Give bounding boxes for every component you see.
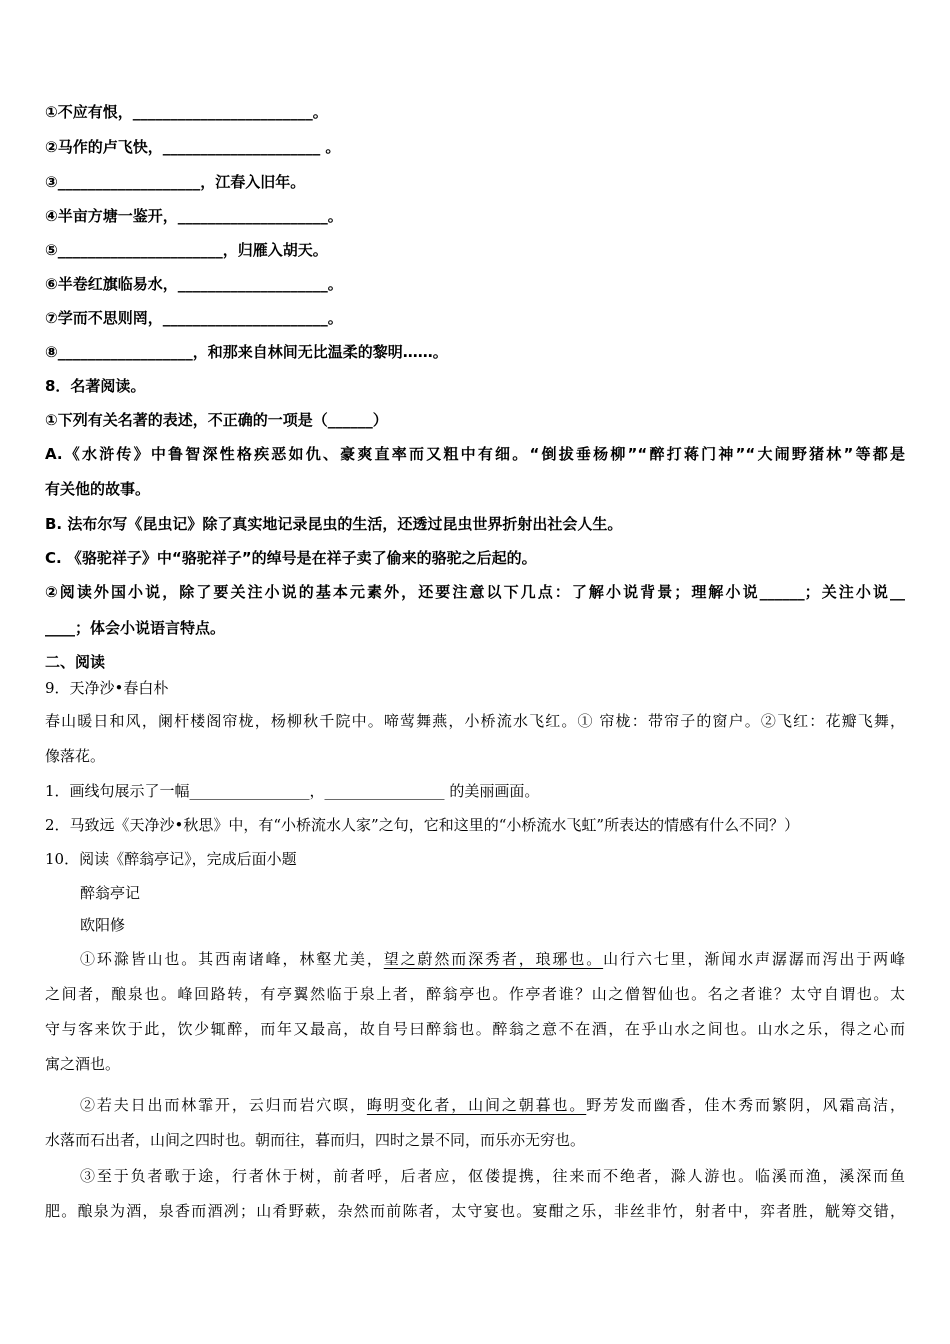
fill-line-6: ⑥半卷红旗临易水，____________________。: [45, 275, 343, 293]
q8-sub2-line1: ②阅读外国小说，除了要关注小说的基本元素外，还要注意以下几点：了解小说背景；理解小说______；关注小说__: [45, 583, 905, 601]
essay-p3-line1: ③至于负者歌于途，行者休于树，前者呼，后者应，伛偻提携，往来而不绝者，滁人游也。临溪而渔，溪深而鱼: [80, 1167, 905, 1185]
p1-text-b: 山行六七里，渐闻水声潺潺而泻出于两峰: [603, 950, 905, 968]
essay-p2-line2: 水落而石出者，山间之四时也。朝而往，暮而归，四时之景不同，而乐亦无穷也。: [45, 1131, 586, 1149]
essay-p1-line1: [80, 949, 905, 969]
fill-line-2: ②马作的卢飞快，_____________________ 。: [45, 138, 341, 156]
q8-option-c: C. 《骆驼祥子》中“骆驼祥子”的绰号是在祥子卖了偷来的骆驼之后起的。: [45, 549, 537, 567]
fill-line-8: ⑧__________________，和那来自林间无比温柔的黎明……。: [45, 343, 448, 361]
q8-option-b: B. 法布尔写《昆虫记》除了真实地记录昆虫的生活，还透过昆虫世界折射出社会人生。: [45, 515, 623, 533]
essay-p1-line4: 寓之酒也。: [45, 1055, 121, 1073]
q9-question-1: 1．画线句展示了一幅________________，________________ 的美丽画面。: [45, 782, 540, 800]
essay-author: 欧阳修: [80, 916, 126, 934]
q8-sub1: ①下列有关名著的表述，不正确的一项是（______）: [45, 411, 388, 429]
p2-text-a: ②若夫日出而林霏开，云归而岩穴暝，: [80, 1096, 367, 1114]
q8-option-a-line1: A.《水浒传》中鲁智深性格疾恶如仇、豪爽直率而又粗中有细。“倒拔垂杨柳”“醉打蒋门神”“大闹野猪林”等都是: [45, 445, 905, 463]
essay-p3-line2: 肥。酿泉为酒，泉香而酒冽；山肴野蔌，杂然而前陈者，太守宴也。宴酣之乐，非丝非竹，射者中，弈者胜，觥筹交错，: [45, 1202, 905, 1220]
p1-underlined: 望之蔚然而深秀者，琅琊也。: [383, 950, 604, 968]
p2-text-b: 野芳发而幽香，佳木秀而繁阴，风霜高洁，: [586, 1096, 905, 1114]
q9-poem-line2: 像落花。: [45, 747, 106, 765]
q9-title: 9．天净沙•春白朴: [45, 679, 169, 697]
fill-line-7: ⑦学而不思则罔，______________________。: [45, 309, 343, 327]
q8-title: 8．名著阅读。: [45, 377, 146, 395]
q9-question-2: 2．马致远《天净沙•秋思》中，有“小桥流水人家”之句，它和这里的“小桥流水飞虹”所表达的情感有什么不同？）: [45, 816, 800, 834]
q9-poem-line1: 春山暖日和风，阑杆楼阁帘栊，杨柳秋千院中。啼莺舞燕，小桥流水飞红。① 帘栊：带帘子的窗户。②飞红：花瓣飞舞，: [45, 712, 905, 730]
essay-p2-line1: [80, 1095, 905, 1115]
essay-p1-line3: 守与客来饮于此，饮少辄醉，而年又最高，故自号曰醉翁也。醉翁之意不在酒，在乎山水之间也。山水之乐，得之心而: [45, 1020, 905, 1038]
q10-title: 10．阅读《醉翁亭记》，完成后面小题: [45, 850, 297, 868]
essay-p1-line2: 之间者，酿泉也。峰回路转，有亭翼然临于泉上者，醉翁亭也。作亭者谁？山之僧智仙也。名之者谁？太守自谓也。太: [45, 985, 905, 1003]
q8-sub2-line2: ____；体会小说语言特点。: [45, 619, 226, 637]
fill-line-1: ①不应有恨，________________________。: [45, 103, 328, 121]
fill-line-4: ④半亩方塘一鉴开，____________________。: [45, 207, 343, 225]
fill-line-5: ⑤______________________，归雁入胡天。: [45, 241, 328, 259]
q8-option-a-line2: 有关他的故事。: [45, 480, 151, 498]
section-title: 二、阅读: [45, 653, 106, 671]
p2-underlined: 晦明变化者，山间之朝暮也。: [366, 1096, 587, 1114]
p1-text-a: ①环滁皆山也。其西南诸峰，林壑尤美，: [80, 950, 384, 968]
fill-line-3: ③___________________，江春入旧年。: [45, 173, 306, 191]
essay-title: 醉翁亭记: [80, 884, 141, 902]
